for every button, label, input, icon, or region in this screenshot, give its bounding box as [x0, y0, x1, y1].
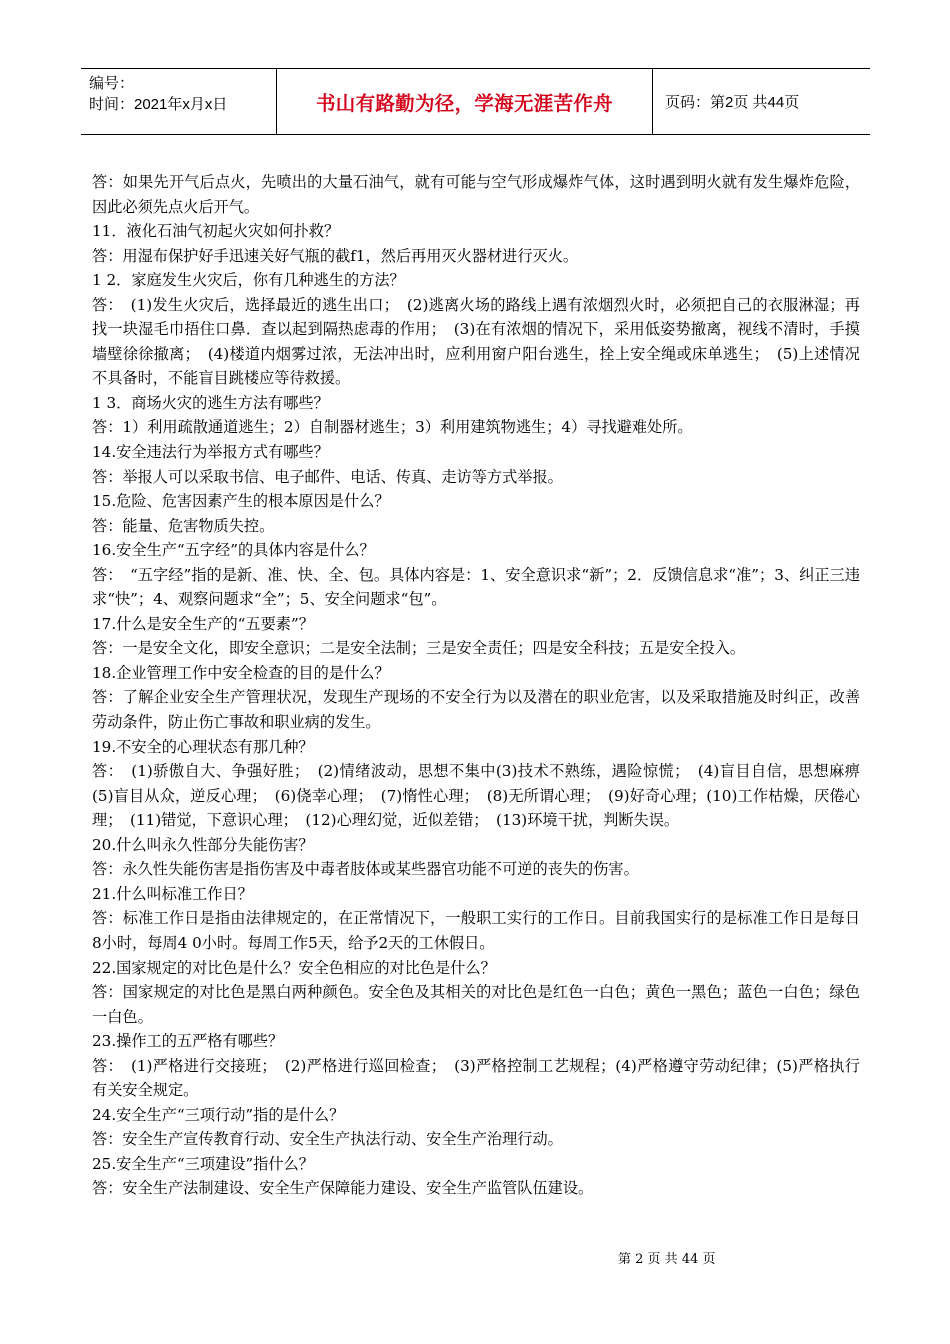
- question-heading: 17.什么是安全生产的“五要素”？: [92, 614, 314, 633]
- question-heading: 22.国家规定的对比色是什么？安全色相应的对比色是什么？: [92, 958, 496, 977]
- question-heading: 19.不安全的心理状态有那几种？: [92, 737, 314, 756]
- answer-paragraph: 答： (1)骄傲自大、争强好胜； (2)情绪波动，思想不集中(3)技术不熟练，遇险惊慌； (4)盲目自信，思想麻痹(5)盲目从众，逆反心理； (6)侥幸心理； (7)惰性心理； (8)无所谓心理； (9)好奇心理；(10)工作枯燥，厌倦心理； (11)错觉，下意识心理； (12)心理幻觉，近似差错； (13)环境干扰，判断失误。: [92, 762, 860, 830]
- answer-paragraph: 答：举报人可以采取书信、电子邮件、电话、传真、走访等方式举报。: [92, 467, 563, 486]
- question-heading: 16.安全生产“五字经”的具体内容是什么？: [92, 541, 375, 560]
- footer-page-number: 第 2 页 共 44 页: [618, 1252, 716, 1267]
- question-heading: 14.安全违法行为举报方式有哪些？: [92, 443, 329, 462]
- answer-paragraph: 答： (1)发生火灾后，选择最近的逃生出口； (2)逃离火场的路线上遇有浓烟烈火时，必须把自己的衣服淋湿；再找一块湿毛巾捂住口鼻．查以起到隔热虑毒的作用； (3)在有浓烟的情况下，采用低姿势撤离，视线不清时，手摸墙壁徐徐撤离； (4)楼道内烟雾过浓，无法冲出时，应利用窗户阳台逃生，拴上安全绳或床单逃生； (5)上述情况不具备时，不能盲目跳楼应等待救援。: [92, 295, 860, 388]
- answer-paragraph: 答：如果先开气后点火，先喷出的大量石油气，就有可能与空气形成爆炸气体，这时遇到明火就有发生爆炸危险，因此必须先点火后开气。: [92, 173, 860, 216]
- question-heading: 15.危险、危害因素产生的根本原因是什么？: [92, 492, 390, 511]
- answer-paragraph: 答： “五字经”指的是新、准、快、全、包。具体内容是：1、安全意识求“新”；2．反馈信息求“准”；3、纠正三违求“快”；4、观察问题求“全”；5、安全问题求“包”。: [92, 565, 860, 609]
- answer-paragraph: 答：标准工作日是指由法律规定的，在正常情况下，一般职工实行的工作日。目前我国实行的是标准工作日是每日8小时，每周4 0小时。每周工作5天，给予2天的工休假日。: [92, 909, 860, 952]
- document-number-label: 编号：: [89, 75, 135, 92]
- question-heading: 24.安全生产“三项行动”指的是什么？: [92, 1105, 345, 1124]
- answer-paragraph: 答：了解企业安全生产管理状况，发现生产现场的不安全行为以及潜在的职业危害，以及采取措施及时纠正，改善劳动条件，防止伤亡事故和职业病的发生。: [92, 688, 860, 732]
- header-page-info: 页码：第2页 共44页: [665, 94, 800, 111]
- document-time-label: 时间：2021年x月x日: [89, 96, 228, 113]
- answer-paragraph: 答：永久性失能伤害是指伤害及中毒者肢体或某些器官功能不可逆的丧失的伤害。: [92, 860, 639, 879]
- question-heading: 25.安全生产“三项建设”指什么？: [92, 1154, 314, 1173]
- answer-paragraph: 答：用湿布保护好手迅速关好气瓶的截f1，然后再用灭火器材进行灭火。: [92, 246, 579, 265]
- question-heading: 1 3．商场火灾的逃生方法有哪些？: [92, 393, 329, 412]
- question-heading: 11．液化石油气初起火灾如何扑救？: [92, 222, 340, 241]
- question-heading: 20.什么叫永久性部分失能伤害？: [92, 835, 314, 854]
- answer-paragraph: 答： (1)严格进行交接班； (2)严格进行巡回检查； (3)严格控制工艺规程；(4)严格遵守劳动纪律；(5)严格执行有关安全规定。: [92, 1056, 860, 1100]
- answer-paragraph: 答：安全生产法制建设、安全生产保障能力建设、安全生产监管队伍建设。: [92, 1179, 594, 1198]
- answer-paragraph: 答：国家规定的对比色是黑白两种颜色。安全色及其相关的对比色是红色一白色；黄色一黑色；蓝色一白色；绿色一白色。: [92, 983, 860, 1026]
- question-heading: 1 2．家庭发生火灾后，你有几种逃生的方法？: [92, 271, 405, 290]
- page-header: [81, 68, 870, 135]
- document-body: [92, 170, 860, 1201]
- question-heading: 21.什么叫标准工作日？: [92, 884, 253, 903]
- header-motto: 书山有路勤为径，学海无涯苦作舟: [277, 69, 653, 134]
- question-heading: 18.企业管理工作中安全检查的目的是什么？: [92, 663, 390, 682]
- header-meta: [81, 69, 277, 134]
- question-heading: 23.操作工的五严格有哪些？: [92, 1032, 284, 1051]
- answer-paragraph: 答：一是安全文化，即安全意识；二是安全法制；三是安全责任；四是安全科技；五是安全投入。: [92, 639, 746, 658]
- answer-paragraph: 答：安全生产宣传教育行动、安全生产执法行动、安全生产治理行动。: [92, 1130, 563, 1149]
- answer-paragraph: 答：1）利用疏散通道逃生；2）自制器材逃生；3）利用建筑物逃生；4）寻找避难处所。: [92, 418, 693, 437]
- answer-paragraph: 答：能量、危害物质失控。: [92, 516, 275, 535]
